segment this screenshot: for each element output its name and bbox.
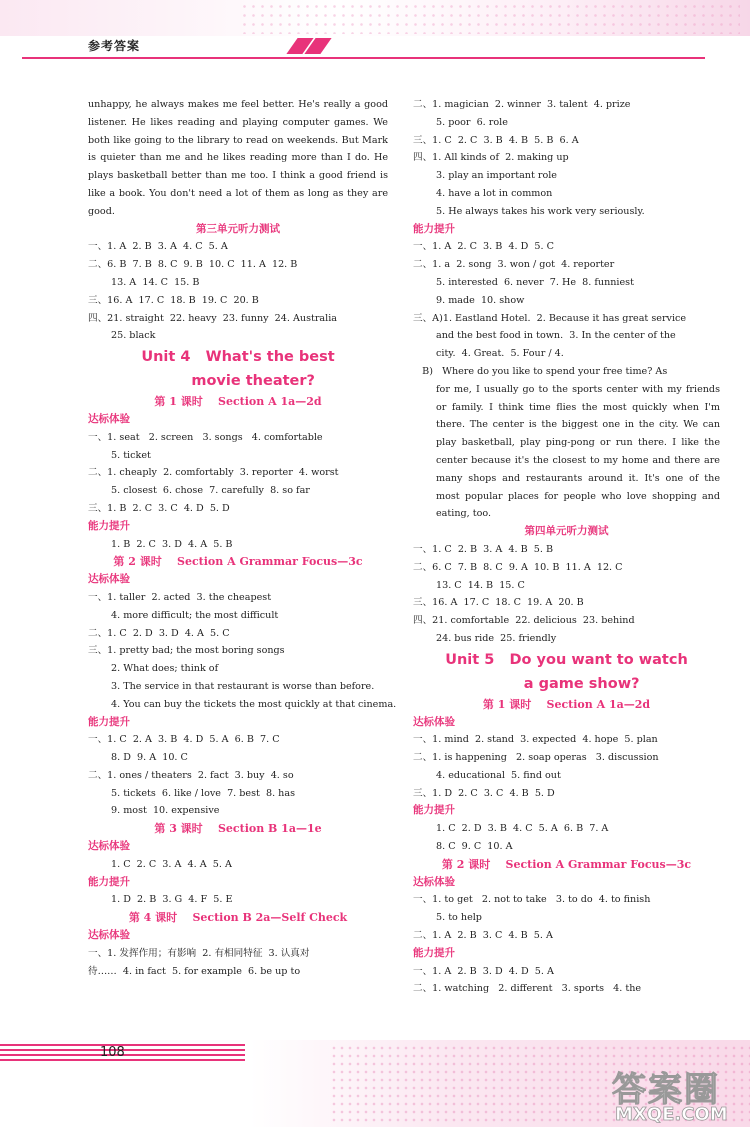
answer-line: 4. You can buy the tickets the most quickly at that cinema. bbox=[111, 698, 397, 710]
answer-line: 三、16. A 17. C 18. C 19. A 20. B bbox=[413, 597, 584, 609]
header-dot-pattern bbox=[240, 2, 740, 34]
answer-line: 二、1. ones / theaters 2. fact 3. buy 4. so bbox=[88, 769, 294, 781]
answer-line: 3. The service in that restaurant is worse than before. bbox=[111, 680, 375, 692]
page-header-title: 参考答案 bbox=[88, 39, 141, 53]
answer-line: 二、1. watching 2. different 3. sports 4. the bbox=[413, 983, 642, 995]
subsection-label: 达标体验 bbox=[88, 412, 130, 425]
answer-line: 一、1. taller 2. acted 3. the cheapest bbox=[88, 591, 272, 603]
answer-line: 5. closest 6. chose 7. carefully 8. so far bbox=[111, 485, 310, 497]
answer-line: 8. C 9. C 10. A bbox=[436, 841, 513, 853]
answer-line: 25. black bbox=[111, 330, 156, 342]
answer-line: 四、1. All kinds of 2. making up bbox=[413, 152, 569, 164]
left-column bbox=[88, 96, 397, 980]
answer-line: 1. C 2. C 3. A 4. A 5. A bbox=[111, 858, 232, 870]
header-rule bbox=[22, 57, 705, 59]
answer-line: 二、1. magician 2. winner 3. talent 4. prize bbox=[413, 99, 631, 110]
answer-line: 24. bus ride 25. friendly bbox=[436, 632, 557, 644]
answer-line: 四、21. straight 22. heavy 23. funny 24. Australia bbox=[88, 312, 338, 324]
subsection-label: 达标体验 bbox=[88, 573, 130, 586]
answer-line: 二、6. C 7. B 8. C 9. A 10. B 11. A 12. C bbox=[413, 561, 623, 573]
answer-line: 三、1. B 2. C 3. C 4. D 5. D bbox=[88, 502, 230, 514]
answer-line: 一、1. A 2. B 3. D 4. D 5. A bbox=[413, 965, 554, 977]
answer-line: 5. poor 6. role bbox=[436, 116, 508, 128]
answer-line: 三、1. pretty bad; the most boring songs bbox=[88, 645, 285, 657]
answer-line: 5. to help bbox=[436, 912, 482, 924]
section-heading: 第三单元听力测试 bbox=[196, 222, 280, 235]
answer-line: 5. ticket bbox=[111, 449, 151, 461]
answer-line: 13. A 14. C 15. B bbox=[111, 276, 200, 288]
answer-line: 一、1. 发挥作用；有影响 2. 有相同特征 3. 认真对 bbox=[88, 947, 310, 959]
passage-text: for me, I usually go to the sports center with my friends or family. I think time flies the most quickly when I'm there. The center is the biggest one in the city. We can play basketball, play ping-pong or run there. I like the center because it's the closest to my home and there are many shops and restaurants around it. It's one of the most popular places for people who love shopping and eating, too. bbox=[436, 383, 720, 520]
answer-line: 一、1. A 2. B 3. A 4. C 5. A bbox=[88, 241, 228, 253]
subsection-label: 达标体验 bbox=[88, 840, 130, 853]
answer-line: 5. He always takes his work very seriously. bbox=[436, 205, 645, 217]
passage-text: unhappy, he always makes me feel better. He's really a good listener. He likes reading and playing computer games. We both like going to the library to read on weekends. But Mark is quieter than me and he likes reading more than I do. He plays basketball better than me too. I think a good friend is like a book. You don't need a lot of them as long as they are good. bbox=[88, 99, 388, 217]
subsection-label: 能力提升 bbox=[88, 875, 130, 888]
subsection-label: 能力提升 bbox=[413, 222, 455, 235]
right-column bbox=[413, 96, 720, 998]
unit-title: Unit 5 Do you want to watch a game show? bbox=[445, 651, 688, 692]
answer-line: 8. D 9. A 10. C bbox=[111, 752, 188, 764]
answer-line: 1. C 2. D 3. B 4. C 5. A 6. B 7. A bbox=[436, 823, 609, 835]
subsection-label: 能力提升 bbox=[88, 519, 130, 532]
answer-line: 二、1. C 2. D 3. D 4. A 5. C bbox=[88, 627, 230, 639]
answer-line: 4. more difficult; the most difficult bbox=[111, 609, 279, 621]
unit-title: Unit 4 What's the best movie theater? bbox=[141, 349, 335, 390]
lesson-heading: 第 1 课时 Section A 1a—2d bbox=[154, 395, 322, 409]
answer-line: 5. tickets 6. like / love 7. best 8. has bbox=[111, 787, 295, 799]
subsection-label: 达标体验 bbox=[413, 715, 455, 728]
answer-line: 三、1. C 2. C 3. B 4. B 5. B 6. A bbox=[413, 134, 579, 146]
answer-line: 一、1. C 2. A 3. B 4. D 5. A 6. B 7. C bbox=[88, 734, 280, 746]
section-heading: 第四单元听力测试 bbox=[524, 525, 609, 538]
answer-line: 三、16. A 17. C 18. B 19. C 20. B bbox=[88, 294, 259, 306]
subsection-label: 能力提升 bbox=[413, 804, 455, 817]
subsection-label: 能力提升 bbox=[413, 946, 455, 959]
answer-line: 2. What does; think of bbox=[111, 663, 219, 675]
answer-line: 一、1. seat 2. screen 3. songs 4. comfortable bbox=[88, 431, 323, 443]
answer-line: 三、1. D 2. C 3. C 4. B 5. D bbox=[413, 787, 555, 799]
answer-line: and the best food in town. 3. In the center of the bbox=[436, 330, 676, 342]
lesson-heading: 第 3 课时 Section B 1a—1e bbox=[154, 822, 322, 836]
subsection-label: 达标体验 bbox=[88, 929, 130, 942]
answer-line: city. 4. Great. 5. Four / 4. bbox=[436, 348, 564, 360]
subsection-label: 达标体验 bbox=[413, 875, 455, 888]
lesson-heading: 第 2 课时 Section A Grammar Focus—3c bbox=[441, 857, 692, 871]
answer-line: 3. play an important role bbox=[436, 170, 557, 182]
lesson-heading: 第 1 课时 Section A 1a—2d bbox=[482, 697, 651, 711]
answer-line: 三、A)1. Eastland Hotel. 2. Because it has great service bbox=[413, 312, 687, 324]
answer-line: 一、1. A 2. C 3. B 4. D 5. C bbox=[413, 241, 554, 253]
answer-line: 一、1. mind 2. stand 3. expected 4. hope 5. plan bbox=[413, 734, 658, 746]
answer-line: 9. made 10. show bbox=[436, 294, 525, 306]
answer-line: 待…… 4. in fact 5. for example 6. be up to bbox=[88, 965, 301, 977]
page-number: 108 bbox=[100, 1045, 125, 1060]
answer-line: 二、1. cheaply 2. comfortably 3. reporter 4. worst bbox=[88, 467, 339, 479]
answer-line: 1. B 2. C 3. D 4. A 5. B bbox=[111, 538, 233, 550]
lesson-heading: 第 4 课时 Section B 2a—Self Check bbox=[128, 911, 348, 925]
answer-line: 9. most 10. expensive bbox=[111, 805, 220, 817]
answer-line: 二、1. A 2. B 3. C 4. B 5. A bbox=[413, 930, 553, 942]
answer-line: 13. C 14. B 15. C bbox=[436, 579, 525, 591]
answer-line: 5. interested 6. never 7. He 8. funniest bbox=[436, 276, 634, 288]
answer-line: 一、1. C 2. B 3. A 4. B 5. B bbox=[413, 543, 554, 555]
answer-line: 1. D 2. B 3. G 4. F 5. E bbox=[111, 894, 233, 906]
answer-line: 一、1. to get 2. not to take 3. to do 4. to finish bbox=[413, 894, 651, 906]
answer-line: 二、6. B 7. B 8. C 9. B 10. C 11. A 12. B bbox=[88, 259, 298, 271]
watermark-logo: 答案圈 bbox=[612, 1070, 720, 1110]
lesson-heading: 第 2 课时 Section A Grammar Focus—3c bbox=[113, 555, 363, 569]
answer-line: 4. have a lot in common bbox=[436, 187, 553, 199]
answer-line: 二、1. is happening 2. soap operas 3. discussion bbox=[413, 752, 659, 764]
answer-line: 二、1. a 2. song 3. won / got 4. reporter bbox=[413, 259, 615, 271]
answer-line: B) Where do you like to spend your free time? As bbox=[413, 365, 668, 377]
subsection-label: 能力提升 bbox=[88, 715, 130, 728]
watermark-url: MXQE.COM bbox=[615, 1104, 728, 1125]
answer-line: 4. educational 5. find out bbox=[436, 769, 561, 781]
answer-line: 四、21. comfortable 22. delicious 23. behind bbox=[413, 615, 635, 627]
